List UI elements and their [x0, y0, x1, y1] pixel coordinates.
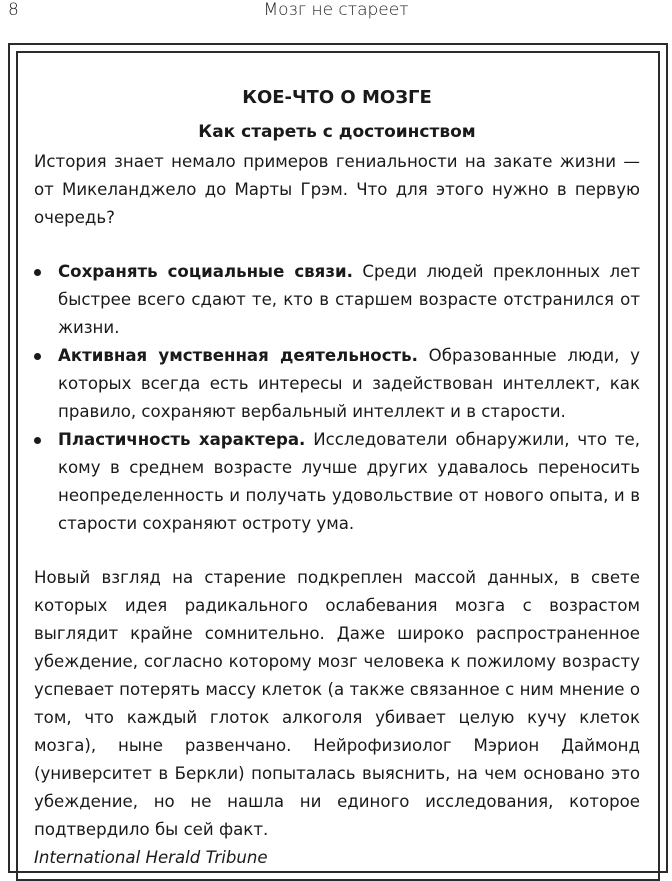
list-item: [34, 426, 640, 538]
list-item: [34, 258, 640, 342]
list-item-lead: Пластичность характера.: [58, 430, 306, 449]
bullet-dot-icon: [34, 437, 41, 444]
page-number: 8: [8, 0, 19, 20]
list-item-lead: Активная умственная деятельность.: [58, 346, 418, 365]
source-attribution: International Herald Tribune: [34, 848, 268, 867]
list-item-text: Исследователи обнаружили, что те, кому в среднем возрасте лучше других удавалось переносить неопределенность и получать удовольствие от нового опыта, и в старости сохраняют остроту ума.: [58, 430, 641, 533]
list-item-text: Образованные люди, у которых всегда есть интересы и задействован интеллект, как правило, сохраняют вербальный интеллект и в старости.: [58, 346, 640, 421]
sidebar-box-content: [34, 86, 640, 872]
bullet-list: [34, 258, 640, 538]
box-title: КОЕ-ЧТО О МОЗГЕ: [242, 87, 432, 108]
bullet-dot-icon: [34, 353, 41, 360]
list-item: [34, 342, 640, 426]
list-item-lead: Сохранять социальные связи.: [58, 262, 353, 281]
list-item-text: Среди людей преклонных лет быстрее всего сдают те, кто в старшем возрасте отстранился от жизни.: [58, 262, 640, 337]
box-subtitle: Как стареть с достоинством: [198, 122, 476, 142]
bullet-dot-icon: [34, 269, 41, 276]
running-title: Мозг не стареет: [263, 0, 409, 20]
intro-paragraph: История знает немало примеров гениальности на закате жизни — от Микеланджело до Марты Грэм. Что для этого нужно в первую очередь?: [34, 152, 640, 227]
body-paragraph: Новый взгляд на старение подкреплен массой данных, в свете которых идея радикального ослабевания мозга с возрастом выглядит крайне сомнительно. Даже широко распространенное убеждение, согласно которому мозг человека к пожилому возрасту успевает потерять массу клеток (а также связанное с ним мнение о том, что каждый глоток алкоголя убивает целую кучу клеток мозга), ныне развенчано. Нейрофизиолог Мэрион Даймонд (университет в Беркли) попыталась выяснить, на чем основано это убеждение, но не нашла ни единого исследования, которое подтвердило бы сей факт.: [34, 568, 640, 839]
